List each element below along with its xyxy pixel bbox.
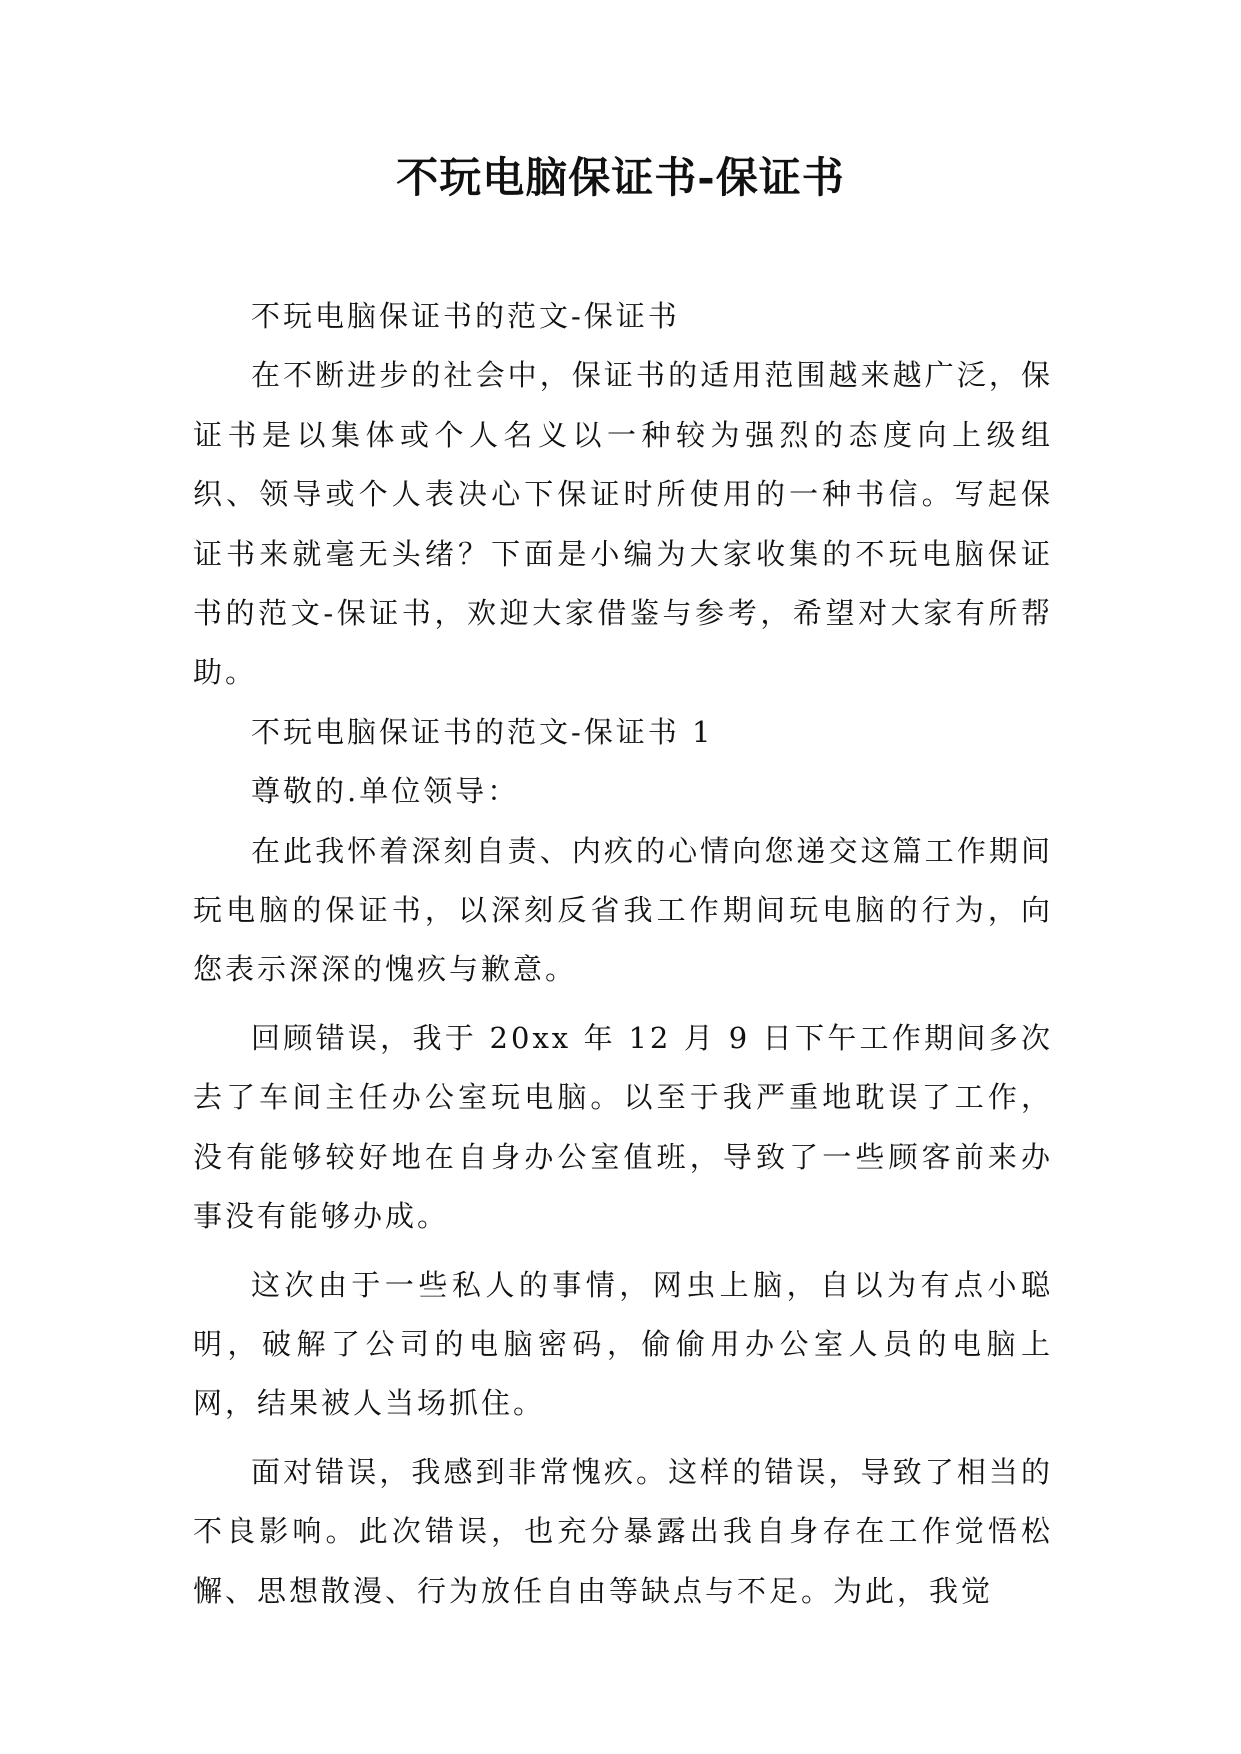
paragraph-body-2: 回顾错误，我于 20xx 年 12 月 9 日下午工作期间多次去了车间主任办公室玩电脑。以至于我严重地耽误了工作，没有能够较好地在自身办公室值班，导致了一些顾客前来办事没有能够办成。 <box>193 1020 1053 1234</box>
paragraph-subtitle: 不玩电脑保证书的范文-保证书 <box>251 299 680 333</box>
paragraph-salutation: 尊敬的.单位领导： <box>251 774 520 809</box>
document-title: 不玩电脑保证书-保证书 <box>396 153 845 202</box>
paragraph-body-3: 这次由于一些私人的事情，网虫上脑，自以为有点小聪明，破解了公司的电脑密码，偷偷用办公室人员的电脑上网，结果被人当场抓住。 <box>193 1267 1053 1421</box>
document-body <box>193 287 1053 1621</box>
paragraph-body-4: 面对错误，我感到非常愧疚。这样的错误，导致了相当的不良影响。此次错误，也充分暴露出我自身存在工作觉悟松懈、思想散漫、行为放任自由等缺点与不足。为此，我觉 <box>193 1454 1053 1608</box>
paragraph-section-heading: 不玩电脑保证书的范文-保证书 1 <box>251 714 714 749</box>
paragraph-body-1: 在此我怀着深刻自责、内疚的心情向您递交这篇工作期间玩电脑的保证书，以深刻反省我工作期间玩电脑的行为，向您表示深深的愧疚与歉意。 <box>193 833 1053 987</box>
paragraph-intro: 在不断进步的社会中，保证书的适用范围越来越广泛，保证书是以集体或个人名义以一种较为强烈的态度向上级组织、领导或个人表决心下保证时所使用的一种书信。写起保证书来就毫无头绪？下面是小编为大家收集的不玩电脑保证书的范文-保证书，欢迎大家借鉴与参考，希望对大家有所帮助。 <box>193 358 1053 690</box>
